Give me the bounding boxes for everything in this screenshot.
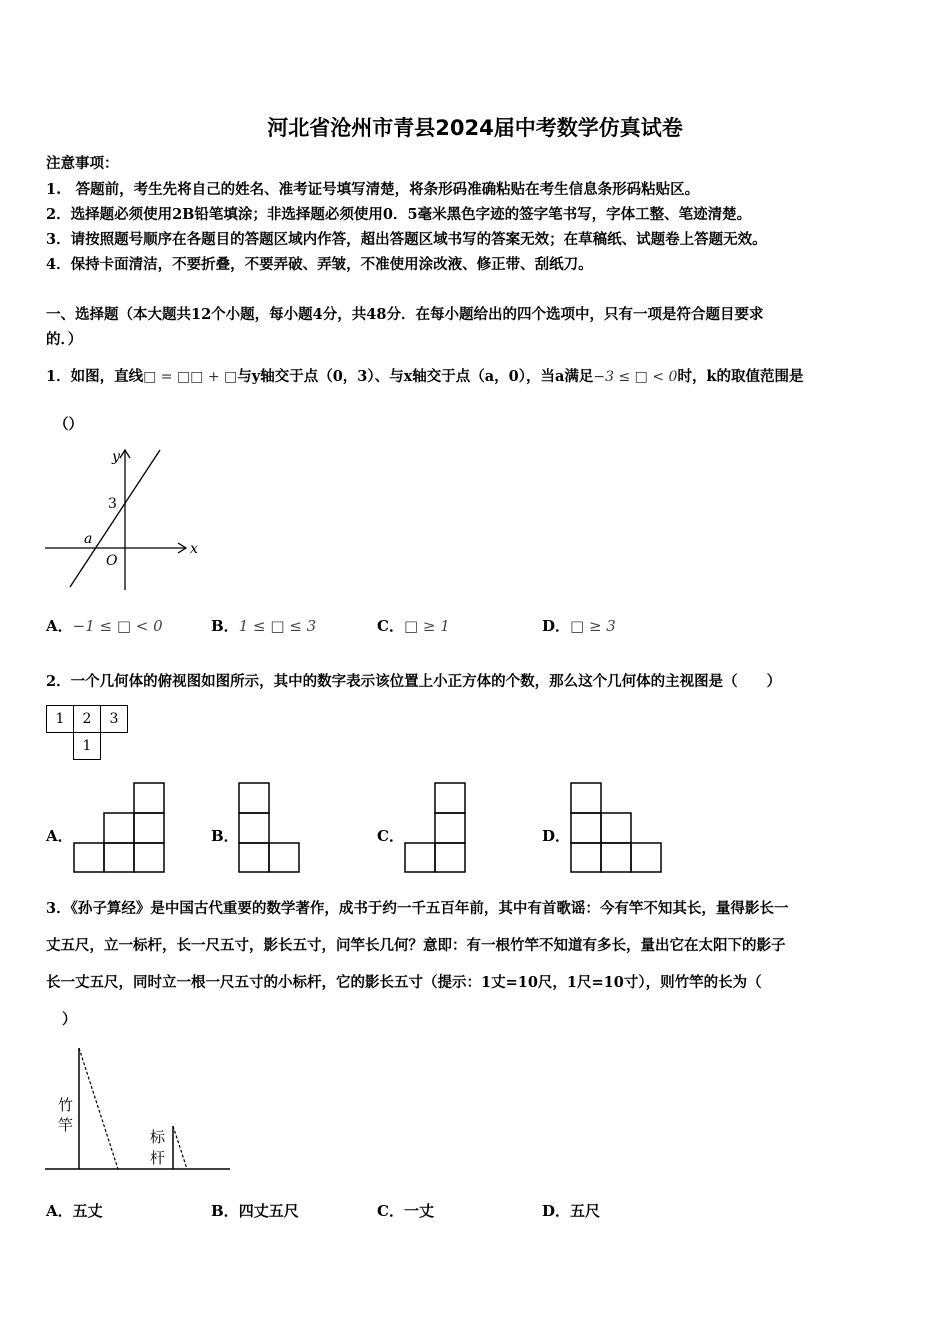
q1-option-d[interactable] — [542, 615, 616, 636]
option-text: 五丈 — [72, 1202, 103, 1220]
q3-figure — [40, 1042, 240, 1177]
grid-cell-empty — [101, 733, 128, 760]
grid-cell-empty — [47, 733, 74, 760]
option-math: □ ≥ 1 — [403, 617, 450, 635]
pole-label-2: 竿 — [58, 1116, 74, 1134]
tick-a: a — [84, 531, 93, 547]
q2-option-d-label[interactable]: D． — [542, 827, 571, 845]
q1-option-c[interactable] — [377, 615, 450, 636]
x-label: x — [190, 541, 198, 557]
q1-condition: −3 ≤ □ < 0 — [593, 369, 678, 385]
grid-cell: 1 — [47, 706, 74, 733]
notice-item-2: 2．选择题必须使用2B铅笔填涂；非选择题必须使用0．5毫米黑色字迹的签字笔书写，字体工整、笔迹清楚。 — [46, 206, 752, 223]
option-text: 一丈 — [403, 1202, 434, 1220]
option-math: −1 ≤ □ < 0 — [72, 617, 163, 635]
section-heading: 一、选择题（本大题共12个小题，每小题4分，共48分．在每小题给出的四个选项中，只有一项是符合题目要求 — [46, 306, 764, 323]
option-label: B． — [211, 1202, 239, 1220]
q2-option-c-label[interactable]: C． — [377, 827, 404, 845]
q3-stem-line1: 3．《孙子算经》是中国古代重要的数学著作，成书于约一千五百年前，其中有首歌谣：今有竿不知其长，量得影长一 — [46, 900, 789, 917]
option-label: C． — [377, 1202, 404, 1220]
origin-label: O — [106, 553, 118, 569]
q1-option-b[interactable] — [211, 615, 316, 636]
q2-option-c-figure — [404, 782, 468, 874]
q1-equation: □ = □□ + □ — [143, 369, 238, 385]
option-label: C． — [377, 617, 404, 635]
q1-answer-paren: （） — [54, 416, 83, 433]
tick-3: 3 — [108, 496, 117, 512]
pole-label-1: 竹 — [58, 1096, 74, 1114]
q3-option-b[interactable] — [211, 1200, 299, 1221]
option-text: 四丈五尺 — [238, 1202, 299, 1220]
q2-stem: 2．一个几何体的俯视图如图所示，其中的数字表示该位置上小正方体的个数，那么这个几何体的主视图是（ ） — [46, 673, 782, 690]
q2-option-a-figure — [73, 782, 167, 874]
rod-sun-ray — [173, 1126, 187, 1169]
option-label: A． — [46, 617, 73, 635]
y-label: y — [112, 449, 120, 465]
q3-option-d[interactable] — [542, 1200, 600, 1221]
q2-option-a-label[interactable]: A． — [46, 827, 73, 845]
q3-option-c[interactable] — [377, 1200, 434, 1221]
q2-top-view — [46, 705, 128, 760]
option-label: A． — [46, 1202, 73, 1220]
page-title: 河北省沧州市青县2024届中考数学仿真试卷 — [267, 116, 683, 140]
option-label: B． — [211, 617, 239, 635]
q1-mid: 与y轴交于点（0，3）、与x轴交于点（a，0），当a满足 — [237, 368, 594, 385]
q3-stem-line3: 长一丈五尺，同时立一根一尺五寸的小标杆，它的影长五寸（提示：1丈=10尺，1尺=10寸），则竹竿的长为（ — [46, 974, 762, 991]
section-heading-cont: 的．） — [46, 331, 83, 348]
q1-graph — [40, 445, 210, 595]
notice-item-3: 3．请按照题号顺序在各题目的答题区域内作答，超出答题区域书写的答案无效；在草稿纸、试题卷上答题无效。 — [46, 231, 767, 248]
grid-cell: 3 — [101, 706, 128, 733]
q2-option-b-figure — [238, 782, 302, 874]
q1-suffix: 时，k的取值范围是 — [677, 368, 804, 385]
q3-option-a[interactable] — [46, 1200, 103, 1221]
q3-stem-line4: ） — [62, 1011, 77, 1028]
q1-prefix: 1．如图，直线 — [46, 368, 144, 385]
q2-option-d-figure — [570, 782, 664, 874]
rod-label-1: 标 — [150, 1128, 166, 1146]
option-label: D． — [542, 617, 571, 635]
q2-option-b-label[interactable]: B． — [211, 827, 239, 845]
option-math: 1 ≤ □ ≤ 3 — [238, 617, 317, 635]
q1-option-a[interactable] — [46, 615, 163, 636]
notice-item-4: 4．保持卡面清洁，不要折叠，不要弄破、弄皱，不准使用涂改液、修正带、刮纸刀。 — [46, 256, 593, 273]
option-math: □ ≥ 3 — [570, 617, 616, 635]
grid-cell: 2 — [74, 706, 101, 733]
option-text: 五尺 — [570, 1202, 601, 1220]
notice-item-1: 1. 答题前，考生先将自己的姓名、准考证号填写清楚，将条形码准确粘贴在考生信息条形码粘贴区。 — [46, 181, 700, 198]
grid-cell: 1 — [74, 733, 101, 760]
option-label: D． — [542, 1202, 571, 1220]
pole-sun-ray — [79, 1048, 118, 1169]
notice-heading: 注意事项： — [46, 155, 119, 172]
q1-stem — [46, 365, 804, 386]
q3-stem-line2: 丈五尺，立一标杆，长一尺五寸，影长五寸，问竿长几何？意即：有一根竹竿不知道有多长，量出它在太阳下的影子 — [46, 937, 786, 954]
rod-label-2: 杆 — [150, 1149, 166, 1167]
